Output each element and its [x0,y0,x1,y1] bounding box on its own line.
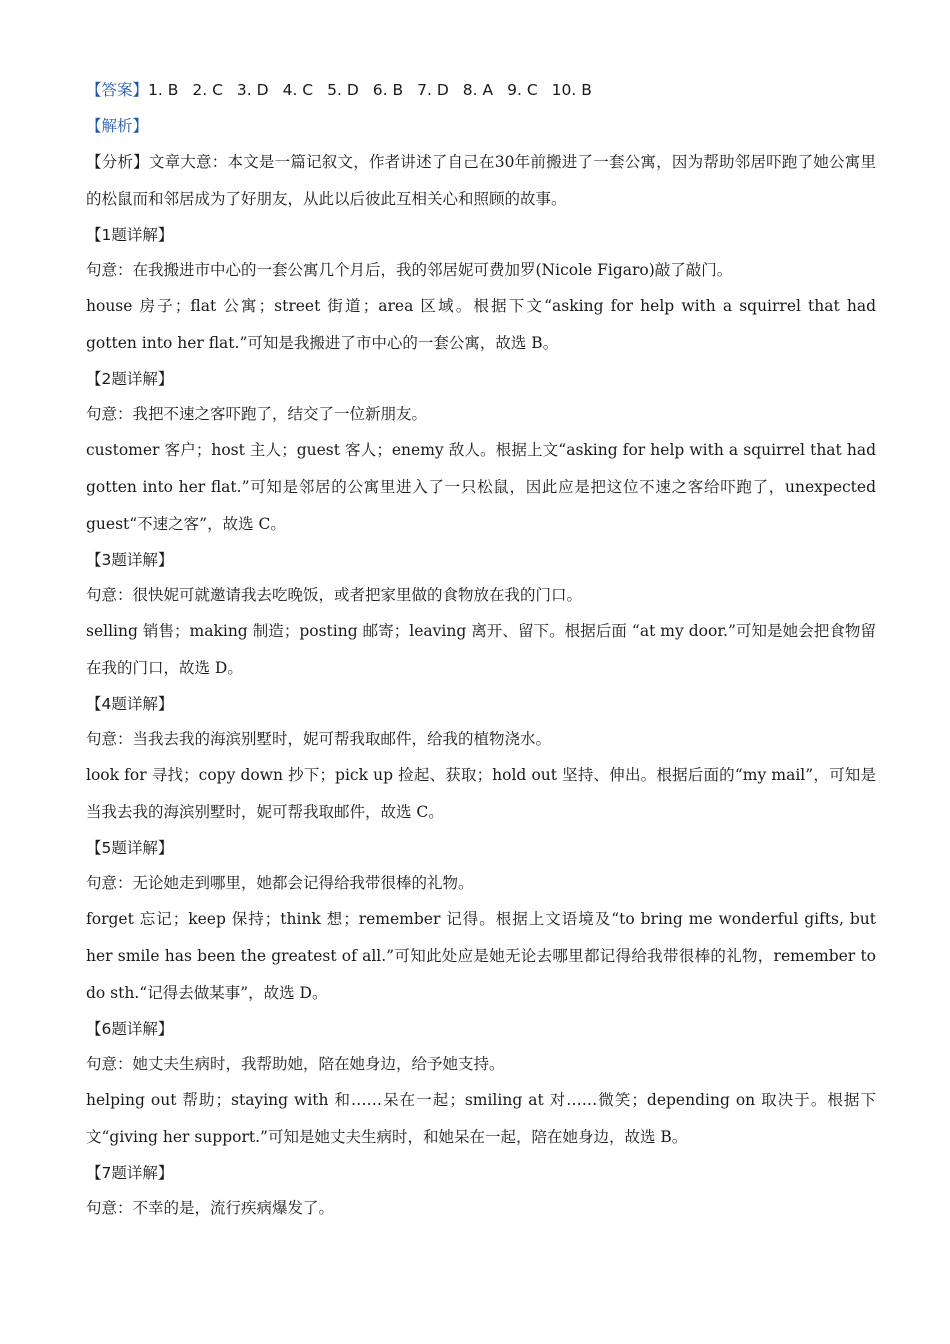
sentence-meaning: 句意：当我去我的海滨别墅时，妮可帮我取邮件，给我的植物浇水。 [86,730,552,748]
option-explanation: forget 忘记；keep 保持；think 想；remember 记得。根据上文语境及“to bring me wonderful gifts, but her smile has been the greatest of all.”可知此处应是她无论去哪里都记得给我带很棒的礼物，remember to do sth.“记得去做某事”，故选 D。 [86,910,876,1002]
question-number: 5 [101,839,112,857]
question-heading [86,362,876,397]
heading-open-bracket: 【 [86,1020,102,1038]
question-number: 2 [101,370,112,388]
summary-paragraph [86,144,876,218]
question-heading [86,218,876,253]
answer-item: 9. C [507,81,538,99]
heading-title: 题详解】 [111,1020,174,1038]
option-explanation: look for 寻找；copy down 抄下；pick up 捡起、获取；hold out 坚持、伸出。根据后面的“my mail”，可知是当我去我的海滨别墅时，妮可帮我取邮件，故选 C。 [86,766,876,821]
answer-item: 1. B [148,81,179,99]
heading-open-bracket: 【 [86,226,102,244]
sentence-meaning: 句意：很快妮可就邀请我去吃晚饭，或者把家里做的食物放在我的门口。 [86,586,583,604]
summary-text: 文章大意：本文是一篇记叙文，作者讲述了自己在30年前搬进了一套公寓，因为帮助邻居吓跑了她公寓里的松鼠而和邻居成为了好朋友，从此以后彼此互相关心和照顾的故事。 [86,153,876,208]
question-heading [86,1012,876,1047]
sentence-meaning: 句意：我把不速之客吓跑了，结交了一位新朋友。 [86,405,428,423]
option-explanation: house 房子；flat 公寓；street 街道；area 区域。根据下文“asking for help with a squirrel that had gotten into her flat.”可知是我搬进了市中心的一套公寓，故选 B。 [86,297,876,352]
sentence-meaning: 句意：在我搬进市中心的一套公寓几个月后，我的邻居妮可费加罗(Nicole Figaro)敲了敲门。 [86,261,733,279]
answer-item: 10. B [551,81,592,99]
option-explanation: selling 销售；making 制造；posting 邮寄；leaving 离开、留下。根据后面 “at my door.”可知是她会把食物留在我的门口，故选 D。 [86,622,876,677]
heading-open-bracket: 【 [86,695,102,713]
analysis-label: 【解析】 [86,117,149,135]
sentence-meaning: 句意：不幸的是，流行疾病爆发了。 [86,1199,335,1217]
question-number: 3 [101,551,112,569]
question-sections [86,218,876,1226]
answer-items [148,81,606,99]
question-heading [86,687,876,722]
answer-item: 7. D [417,81,449,99]
sentence-meaning: 句意：无论她走到哪里，她都会记得给我带很棒的礼物。 [86,874,474,892]
answer-key [86,74,876,107]
question-number: 6 [101,1020,112,1038]
heading-title: 题详解】 [111,839,174,857]
sentence-meaning: 句意：她丈夫生病时，我帮助她，陪在她身边，给予她支持。 [86,1055,505,1073]
answer-item: 3. D [236,81,269,99]
heading-open-bracket: 【 [86,370,102,388]
heading-title: 题详解】 [111,226,174,244]
answer-label: 【答案】 [86,81,149,99]
summary-label: 【分析】 [86,153,149,171]
question-number: 1 [101,226,112,244]
answer-item: 4. C [282,81,314,99]
answer-item: 2. C [192,81,223,99]
heading-title: 题详解】 [111,1164,174,1182]
heading-title: 题详解】 [111,370,174,388]
heading-title: 题详解】 [111,551,174,569]
answer-item: 6. B [372,81,404,99]
question-heading [86,831,876,866]
question-heading [86,1156,876,1191]
heading-open-bracket: 【 [86,839,102,857]
heading-title: 题详解】 [111,695,174,713]
option-explanation: customer 客户；host 主人；guest 客人；enemy 敌人。根据上文“asking for help with a squirrel that had gotten into her flat.”可知是邻居的公寓里进入了一只松鼠，因此应是把这位不速之客给吓跑了，unexpected guest“不速之客”，故选 C。 [86,441,876,533]
heading-open-bracket: 【 [86,551,102,569]
answer-item: 8. A [462,81,494,99]
option-explanation: helping out 帮助；staying with 和……呆在一起；smiling at 对……微笑；depending on 取决于。根据下文“giving her support.”可知是她丈夫生病时，和她呆在一起，陪在她身边，故选 B。 [86,1091,876,1146]
question-number: 4 [101,695,112,713]
question-number: 7 [101,1164,112,1182]
document-page [86,74,876,1226]
question-heading [86,543,876,578]
heading-open-bracket: 【 [86,1164,102,1182]
answer-item: 5. D [327,81,359,99]
